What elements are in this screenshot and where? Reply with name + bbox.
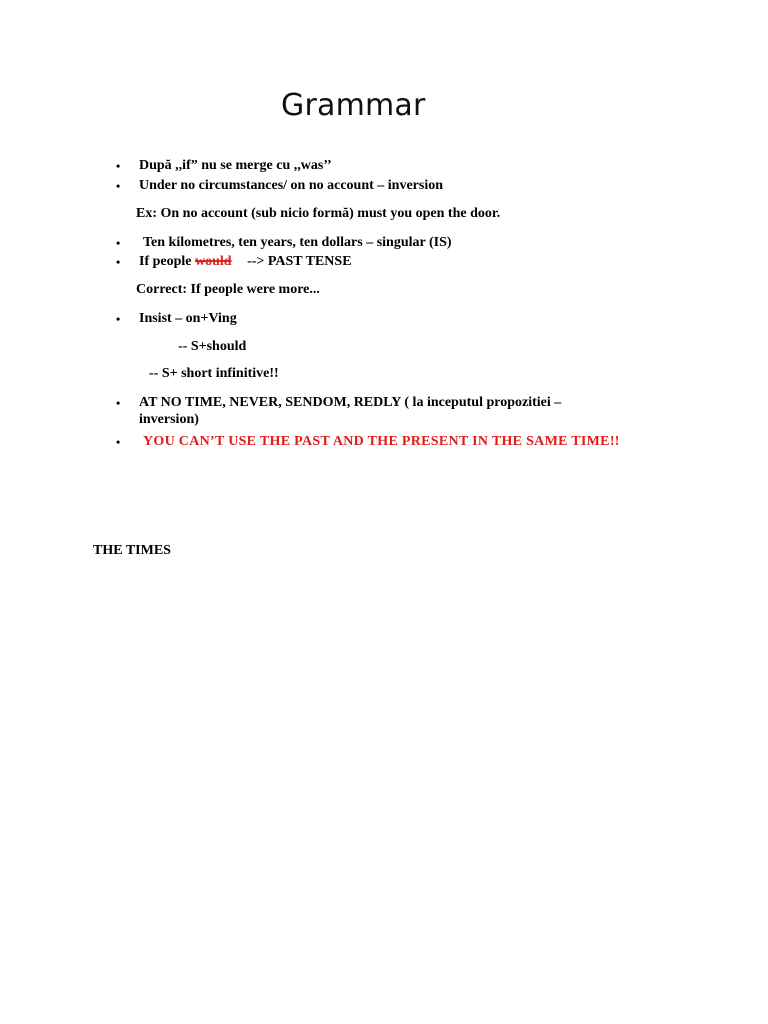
bullet-icon: • <box>116 435 121 449</box>
example-line: Ex: On no account (sub nicio formă) must you open the door. <box>136 206 501 221</box>
sub-line: -- S+ short infinitive!! <box>149 366 279 381</box>
section-heading: THE TIMES <box>93 543 171 558</box>
bullet-icon: • <box>116 312 121 326</box>
sub-line: -- S+should <box>178 339 247 354</box>
list-item: Under no circumstances/ on no account – inversion <box>139 178 443 193</box>
list-item: După ,,if” nu se merge cu ,,was’’ <box>139 158 332 173</box>
bullet-icon: • <box>116 179 121 193</box>
emphasis-line: YOU CAN’T USE THE PAST AND THE PRESENT IN THE SAME TIME!! <box>143 434 620 449</box>
document-title: Grammar <box>281 88 426 123</box>
list-item: Insist – on+Ving <box>139 311 237 326</box>
bullet-icon: • <box>116 255 121 269</box>
struck-word: would <box>195 254 232 269</box>
bullet-icon: • <box>116 159 121 173</box>
correction-line: Correct: If people were more... <box>136 282 320 297</box>
list-item <box>139 254 352 270</box>
list-item-continuation: inversion) <box>139 412 199 427</box>
list-item: AT NO TIME, NEVER, SENDOM, REDLY ( la inceputul propozitiei – <box>139 395 562 410</box>
bullet-icon: • <box>116 396 121 410</box>
list-item-suffix: --> PAST TENSE <box>247 254 352 269</box>
bullet-icon: • <box>116 236 121 250</box>
list-item: Ten kilometres, ten years, ten dollars – singular (IS) <box>143 235 452 250</box>
list-item-prefix: If people <box>139 254 192 269</box>
